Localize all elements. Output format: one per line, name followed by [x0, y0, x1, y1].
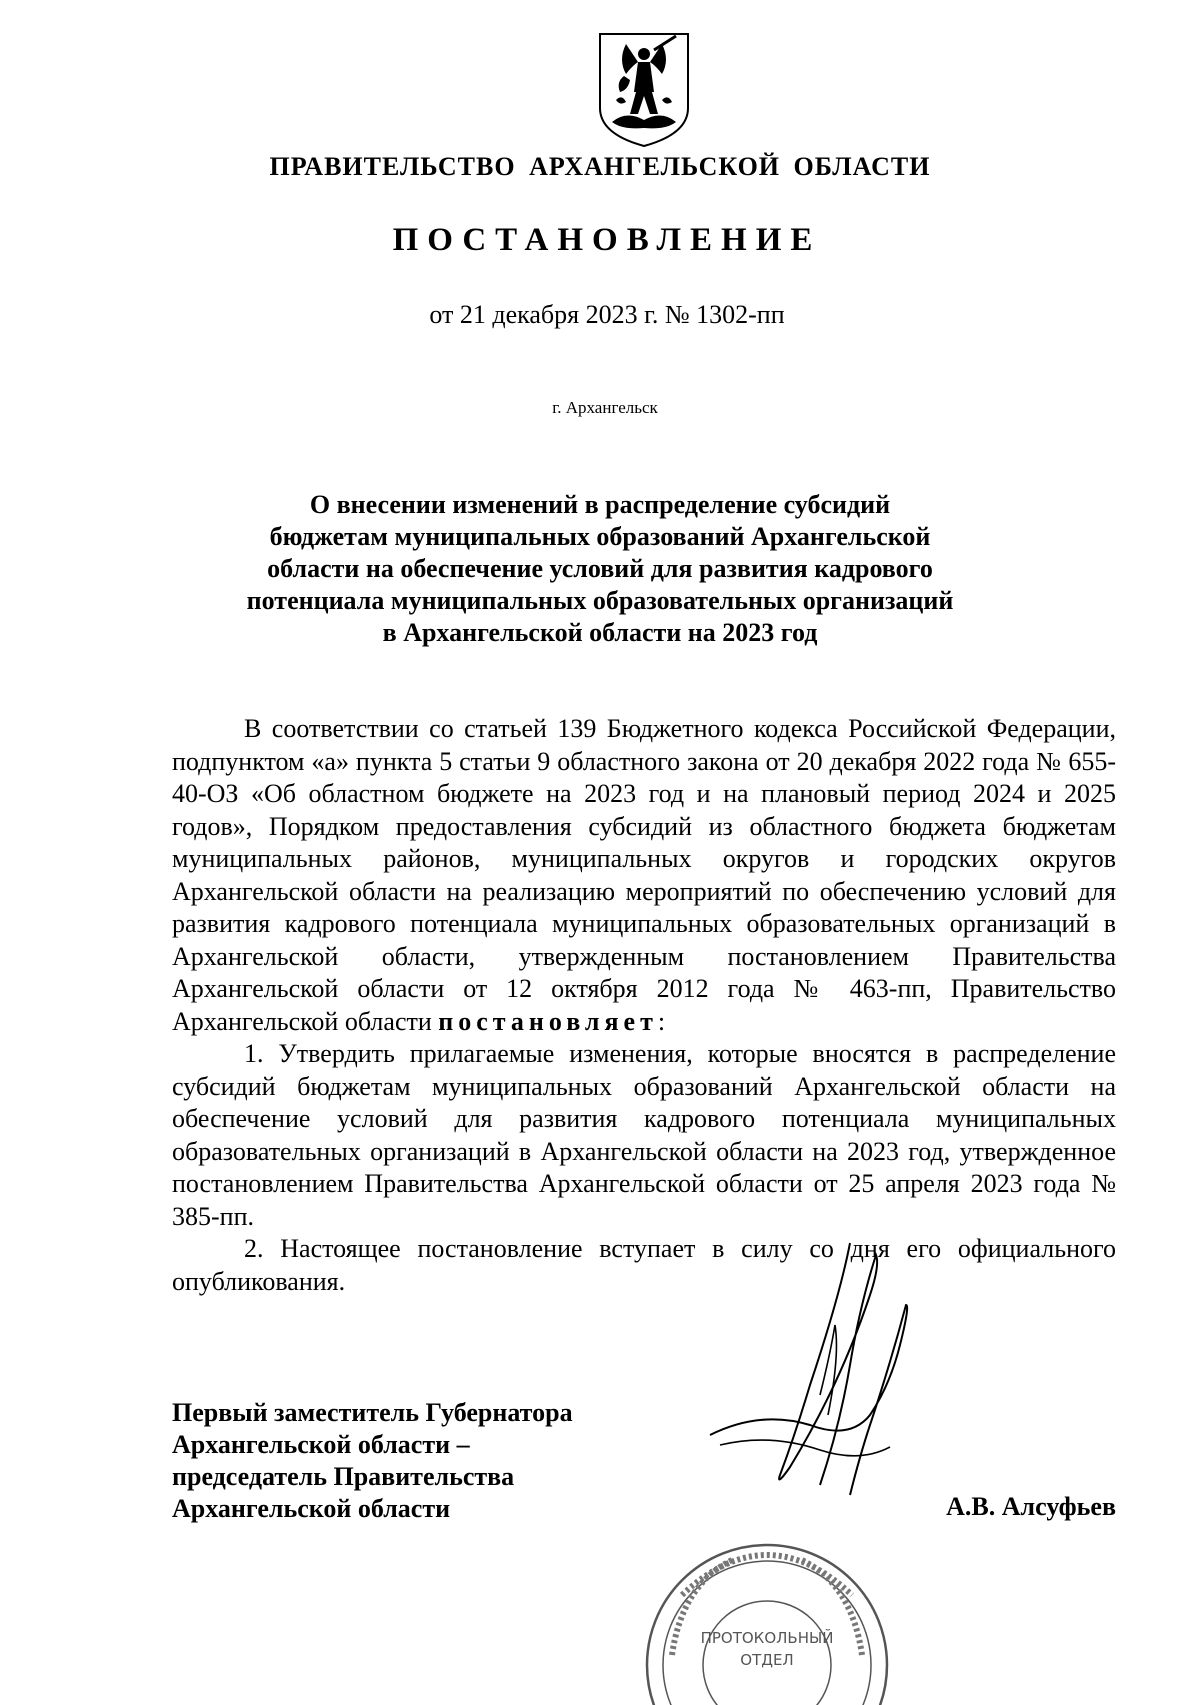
signer-position-line: председатель Правительства [172, 1462, 515, 1491]
stamp-text-2: ОТДЕЛ [740, 1651, 794, 1669]
item-2-paragraph: 2. Настоящее постановление вступает в силу со дня его официального опубликования. [172, 1234, 1116, 1296]
decree-colon: : [657, 1006, 666, 1036]
subject-line: в Архангельской области на 2023 год [382, 618, 818, 647]
government-title: ПРАВИТЕЛЬСТВО АРХАНГЕЛЬСКОЙ ОБЛАСТИ [269, 152, 931, 181]
signer-position-line: Первый заместитель Губернатора [172, 1398, 573, 1427]
document-subject [200, 489, 1000, 649]
coat-of-arms-emblem [596, 30, 692, 148]
document-body [172, 713, 1116, 1298]
decree-word: постановляет [438, 1006, 658, 1036]
signer-position [172, 1397, 573, 1525]
subject-line: области на обеспечение условий для развития кадрового [267, 554, 933, 583]
item-1-paragraph: 1. Утвердить прилагаемые изменения, которые вносятся в распределение субсидий бюджетам муниципальных образований Архангельской области на обеспечение условий для развития кадрового потенциала муниципальных образовательных организаций в Архангельской области на 2023 год, утвержденное постановлением Правительства Архангельской области от 25 апреля 2023 года № 385-пп. [172, 1039, 1116, 1231]
subject-line: потенциала муниципальных образовательных организаций [246, 586, 954, 615]
signer-name: А.В. Алсуфьев [946, 1492, 1116, 1521]
subject-line: бюджетам муниципальных образований Архангельской [269, 522, 931, 551]
stamp-text-1: ПРОТОКОЛЬНЫЙ [700, 1629, 834, 1647]
document-type-title: ПОСТАНОВЛЕНИЕ [392, 222, 822, 258]
handwritten-signature [700, 1235, 950, 1525]
preamble-text: В соответствии со статьей 139 Бюджетного кодекса Российской Федерации, подпунктом «а» пункта 5 статьи 9 областного закона от 20 декабря 2022 года № 655-40-ОЗ «Об областном бюджете на 2023 год и на плановый период 2024 и 2025 годов», Порядком предоставления субсидий из областного бюджета бюджетам муниципальных районов, муниципальных округов и городских округов Архангельской области на реализацию мероприятий по обеспечению условий для развития кадрового потенциала муниципальных образовательных организаций в Архангельской области, утвержденным постановлением Правительства Архангельской области от 12 октября 2012 года № 463-пп, Правительство Архангельской области [172, 714, 1116, 1036]
subject-line: О внесении изменений в распределение субсидий [309, 490, 891, 519]
round-stamp [642, 1525, 892, 1705]
preamble-paragraph [172, 713, 1116, 1038]
document-city: г. Архангельск [552, 398, 658, 417]
signer-position-line: Архангельской области – [172, 1430, 470, 1459]
document-date-number: от 21 декабря 2023 г. № 1302-пп [429, 300, 785, 329]
signer-position-line: Архангельской области [172, 1494, 451, 1523]
